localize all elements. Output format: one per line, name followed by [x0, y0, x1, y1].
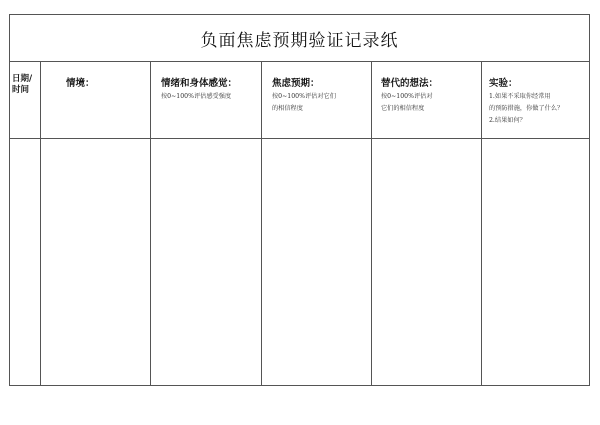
column-label-alternative-thoughts: 替代的想法：: [381, 78, 439, 89]
title-row: [10, 15, 589, 62]
column-header-situation: [66, 62, 150, 138]
entry-cell-situation[interactable]: [41, 139, 150, 386]
column-header-date-time: [12, 62, 39, 138]
sheet-title: 负面焦虑预期验证记录纸: [200, 30, 399, 51]
column-label-date-time: 日期/时间: [12, 74, 33, 95]
column-header-alternative-thoughts: [381, 62, 481, 138]
column-note-experiment-3: 2.结果如何？: [489, 117, 526, 124]
column-header-emotions: [161, 62, 261, 138]
column-note-alternative-thoughts-1: 按0~100%评估对: [381, 93, 433, 100]
entry-cell-alternative-thoughts[interactable]: [372, 139, 481, 386]
column-label-experiment: 实验：: [489, 78, 518, 89]
column-note-anxious-prediction-1: 按0~100%评估对它们: [272, 93, 336, 100]
column-header-experiment: [489, 62, 589, 138]
column-note-experiment-1: 1.如果不采取你经常用: [489, 93, 551, 100]
entry-cell-emotions[interactable]: [151, 139, 261, 386]
column-note-emotions: 按0~100%评估感受强度: [161, 93, 232, 100]
column-header-anxious-prediction: [272, 62, 372, 138]
column-note-anxious-prediction-2: 的相信程度: [272, 105, 303, 112]
entry-cell-anxious-prediction[interactable]: [262, 139, 371, 386]
record-table: [10, 62, 589, 386]
column-label-emotions: 情绪和身体感觉：: [161, 78, 238, 89]
entry-cell-experiment[interactable]: [482, 139, 589, 386]
column-label-situation: 情境：: [66, 78, 95, 89]
record-sheet: [9, 14, 590, 386]
table-header-row: [10, 62, 589, 139]
entry-cell-date-time[interactable]: [10, 139, 40, 386]
column-label-anxious-prediction: 焦虑预期：: [272, 78, 320, 89]
column-note-experiment-2: 的预防措施，你做了什么？: [489, 105, 564, 112]
column-note-alternative-thoughts-2: 它们的相信程度: [381, 105, 425, 112]
